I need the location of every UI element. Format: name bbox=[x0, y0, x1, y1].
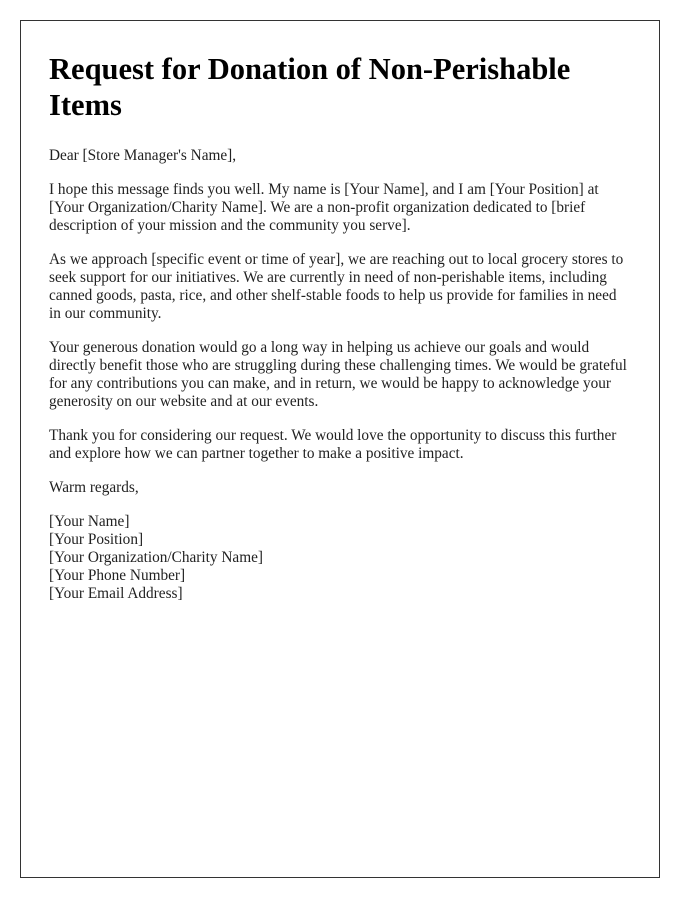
signature-name: [Your Name] bbox=[49, 513, 130, 530]
letter-page bbox=[20, 20, 660, 878]
paragraph-introduction: I hope this message finds you well. My name is [Your Name], and I am [Your Position] at [Your Organization/Charity Name]. We are a non-profit organization dedicated to [brief description of your mission and the community you serve]. bbox=[49, 181, 599, 234]
signature-block bbox=[49, 513, 631, 603]
signature-phone: [Your Phone Number] bbox=[49, 567, 186, 584]
closing: Warm regards, bbox=[49, 479, 139, 496]
paragraph-thanks: Thank you for considering our request. We would love the opportunity to discuss this further and explore how we can partner together to make a positive impact. bbox=[49, 427, 617, 462]
letter-title: Request for Donation of Non-Perishable Items bbox=[49, 52, 571, 122]
signature-position: [Your Position] bbox=[49, 531, 144, 548]
signature-organization: [Your Organization/Charity Name] bbox=[49, 549, 263, 566]
paragraph-benefit: Your generous donation would go a long way in helping us achieve our goals and would directly benefit those who are struggling during these challenging times. We would be grateful for any contributions you can make, and in return, we would be happy to acknowledge your generosity on our website and at our events. bbox=[49, 339, 627, 410]
signature-email: [Your Email Address] bbox=[49, 585, 183, 602]
salutation: Dear [Store Manager's Name], bbox=[49, 147, 237, 164]
paragraph-request: As we approach [specific event or time of year], we are reaching out to local grocery stores to seek support for our initiatives. We are currently in need of non-perishable items, including canned goods, pasta, rice, and other shelf-stable foods to help us provide for families in need in our community. bbox=[49, 251, 624, 322]
